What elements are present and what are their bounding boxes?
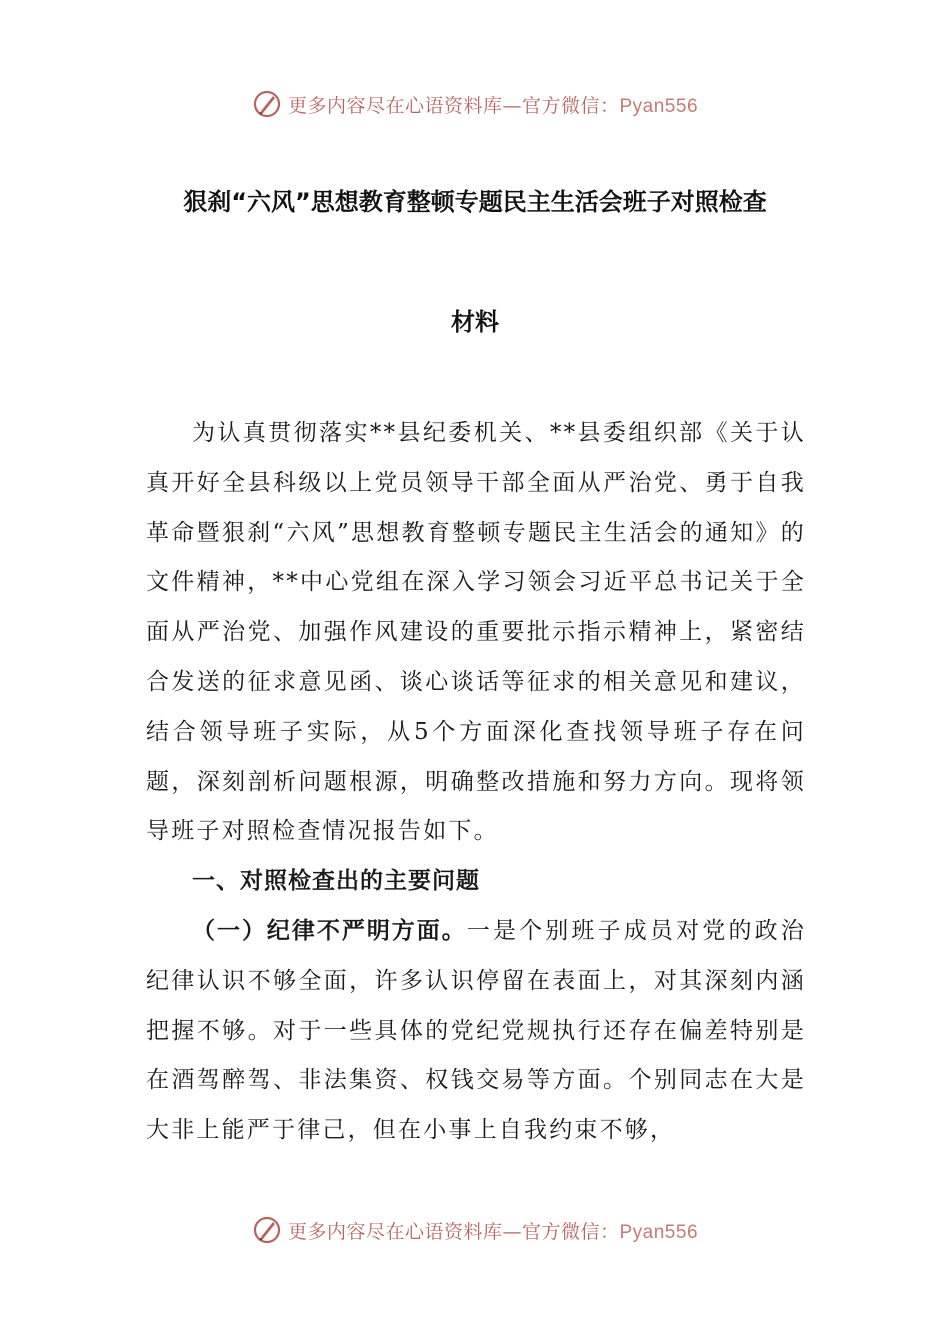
subsection-lead-in: （一）纪律不严明方面。 (192, 917, 467, 944)
section-heading: 一、对照检查出的主要问题 (192, 868, 480, 895)
document-title-line-2: 材料 (451, 308, 499, 336)
watermark-banner-top (0, 82, 950, 126)
subsection-paragraph (146, 907, 806, 1156)
document-title-line-1: 狠刹“六风”思想教育整顿专题民主生活会班子对照检查 (183, 188, 767, 216)
brush-pen-logo-icon (252, 1215, 282, 1245)
watermark-banner-bottom (0, 1208, 950, 1252)
watermark-text: 更多内容尽在心语资料库—官方微信：Pyan556 (287, 1220, 699, 1243)
subsection-text: 一是个别班子成员对党的政治纪律认识不够全面，许多认识停留在表面上，对其深刻内涵把握不够。对于一些具体的党纪党规执行还存在偏差特别是在酒驾醉驾、非法集资、权钱交易等方面。个别同志在大是大非上能严于律己，但在小事上自我约束不够， (146, 917, 807, 1144)
watermark-text: 更多内容尽在心语资料库—官方微信：Pyan556 (287, 94, 699, 117)
document-body (146, 409, 806, 1156)
brush-pen-logo-icon (252, 89, 282, 119)
intro-paragraph: 为认真贯彻落实**县纪委机关、**县委组织部《关于认真开好全县科级以上党员领导干部全面从严治党、勇于自我革命暨狠刹“六风”思想教育整顿专题民主生活会的通知》的文件精神，**中心党组在深入学习领会习近平总书记关于全面从严治党、加强作风建设的重要批示指示精神上，紧密结合发送的征求意见函、谈心谈话等征求的相关意见和建议，结合领导班子实际，从5个方面深化查找领导班子存在问题，深刻剖析问题根源，明确整改措施和努力方向。现将领导班子对照检查情况报告如下。 (146, 420, 806, 845)
